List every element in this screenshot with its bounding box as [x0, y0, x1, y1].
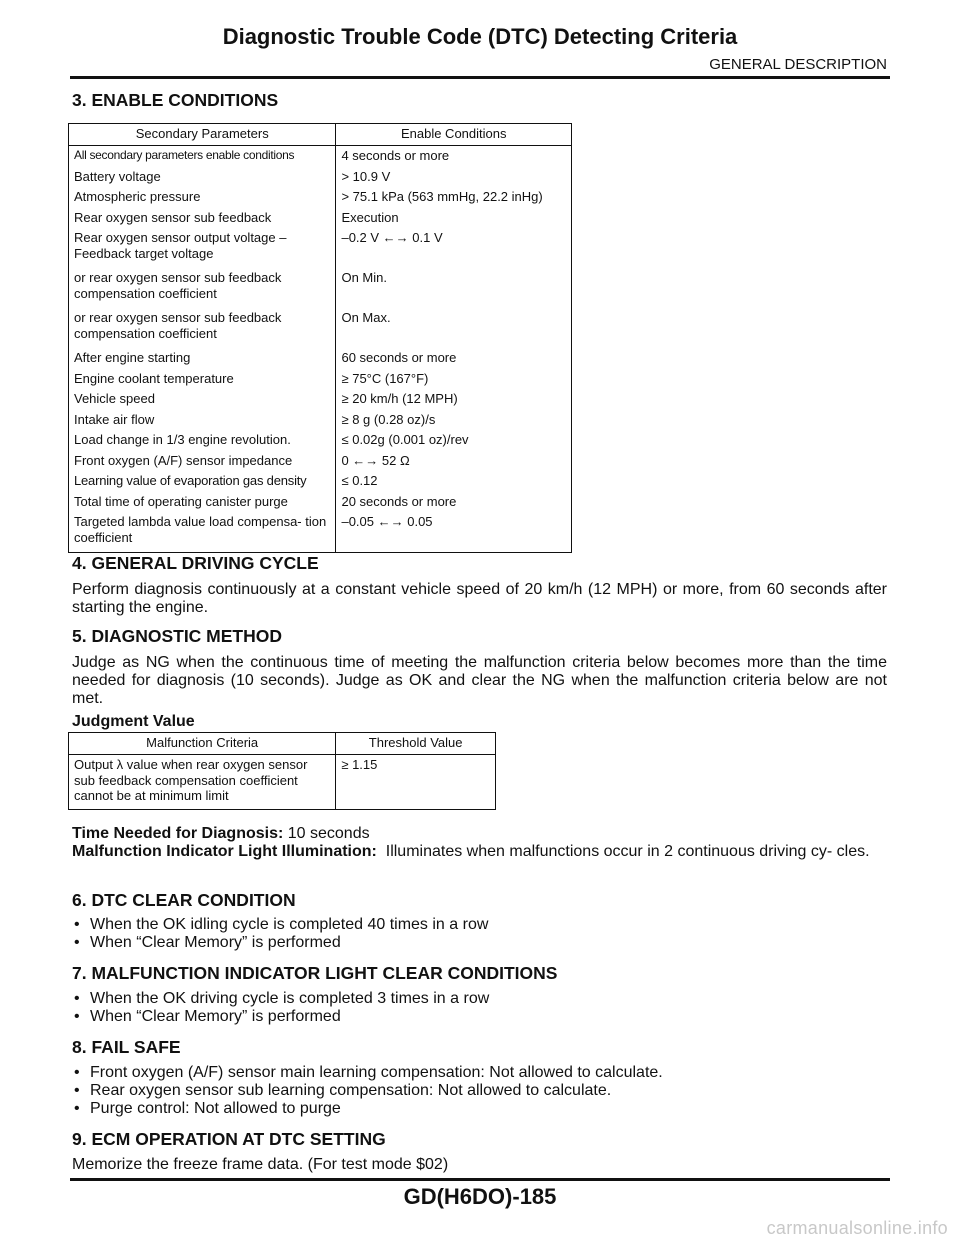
table-header-row [69, 124, 572, 146]
list-item: • When the OK driving cycle is completed 3 times in a row [72, 990, 489, 1008]
table-cell: or rear oxygen sensor sub feedback compensation coefficient [69, 268, 336, 308]
table-cell: ≥ 8 g (0.28 oz)/s [336, 410, 572, 431]
table-row [69, 348, 572, 369]
table-row [69, 410, 572, 431]
list-fail-safe [72, 1064, 663, 1118]
list-item: • When “Clear Memory” is performed [72, 1008, 489, 1026]
table-row [69, 208, 572, 229]
table-row [69, 755, 496, 810]
section-subtitle: GENERAL DESCRIPTION [709, 56, 887, 73]
table-cell: 60 seconds or more [336, 348, 572, 369]
paragraph-ecm-operation: Memorize the freeze frame data. (For test mode $02) [72, 1156, 449, 1173]
column-header: Malfunction Criteria [69, 733, 336, 755]
heading-ecm-operation: 9. ECM OPERATION AT DTC SETTING [72, 1129, 386, 1149]
list-item: • Rear oxygen sensor sub learning compensation: Not allowed to calculate. [72, 1082, 663, 1100]
column-header: Enable Conditions [336, 124, 572, 146]
diagnosis-time [72, 825, 887, 843]
list-mil-clear [72, 990, 489, 1026]
table-cell: On Min. [336, 268, 572, 308]
table-cell: ≥ 75°C (167°F) [336, 369, 572, 390]
table-header-row [69, 733, 496, 755]
table-cell: 20 seconds or more [336, 492, 572, 513]
heading-general-driving-cycle: 4. GENERAL DRIVING CYCLE [72, 553, 319, 573]
table-cell: Output λ value when rear oxygen sensor sub feedback compensation coefficient cannot be at minimum limit [69, 755, 336, 810]
list-item: • When “Clear Memory” is performed [72, 934, 488, 952]
header-divider [70, 76, 890, 79]
table-row [69, 512, 572, 553]
list-item: • Front oxygen (A/F) sensor main learning compensation: Not allowed to calculate. [72, 1064, 663, 1082]
mil-illumination-label: Malfunction Indicator Light Illumination: [72, 843, 377, 860]
table-cell: Load change in 1/3 engine revolution. [69, 430, 336, 451]
mil-illumination [72, 843, 887, 861]
table-cell: > 75.1 kPa (563 mmHg, 22.2 inHg) [336, 187, 572, 208]
heading-fail-safe: 8. FAIL SAFE [72, 1037, 181, 1057]
enable-conditions-table [68, 123, 572, 553]
table-cell: –0.2 V ←→ 0.1 V [336, 228, 572, 268]
table-row [69, 268, 572, 308]
heading-dtc-clear-condition: 6. DTC CLEAR CONDITION [72, 890, 296, 910]
paragraph-driving-cycle: Perform diagnosis continuously at a constant vehicle speed of 20 km/h (12 MPH) or more, from 60 seconds after starting the engine. [72, 581, 887, 616]
table-cell: Atmospheric pressure [69, 187, 336, 208]
diagnosis-time-value: 10 seconds [287, 825, 370, 842]
table-cell: ≥ 1.15 [336, 755, 496, 810]
table-row [69, 389, 572, 410]
table-cell: Total time of operating canister purge [69, 492, 336, 513]
table-cell: ≤ 0.02g (0.001 oz)/rev [336, 430, 572, 451]
column-header: Secondary Parameters [69, 124, 336, 146]
heading-mil-clear-conditions: 7. MALFUNCTION INDICATOR LIGHT CLEAR CONDITIONS [72, 963, 558, 983]
table-cell: ≥ 20 km/h (12 MPH) [336, 389, 572, 410]
paragraph-diagnostic-method: Judge as NG when the continuous time of meeting the malfunction criteria below becomes more than the time needed for diagnosis (10 seconds). Judge as OK and clear the NG when the malfunction criteria below are not met. [72, 654, 887, 707]
list-item: • When the OK idling cycle is completed 40 times in a row [72, 916, 488, 934]
table-row [69, 167, 572, 188]
table-cell: Execution [336, 208, 572, 229]
table-cell: All secondary parameters enable conditions [69, 146, 336, 167]
heading-enable-conditions: 3. ENABLE CONDITIONS [72, 90, 279, 110]
table-cell: 0 ←→ 52 Ω [336, 451, 572, 472]
table-cell: After engine starting [69, 348, 336, 369]
table-cell: or rear oxygen sensor sub feedback compensation coefficient [69, 308, 336, 348]
table-cell: Engine coolant temperature [69, 369, 336, 390]
table-cell: Battery voltage [69, 167, 336, 188]
table-cell: ≤ 0.12 [336, 471, 572, 492]
table-row [69, 471, 572, 492]
table-cell: Front oxygen (A/F) sensor impedance [69, 451, 336, 472]
judgment-value-table [68, 732, 496, 810]
column-header: Threshold Value [336, 733, 496, 755]
table-cell: 4 seconds or more [336, 146, 572, 167]
diagnosis-time-label: Time Needed for Diagnosis: [72, 825, 284, 842]
mil-illumination-value: Illuminates when malfunctions occur in 2 continuous driving cy- cles. [385, 843, 870, 860]
table-cell: –0.05 ←→ 0.05 [336, 512, 572, 553]
table-row [69, 187, 572, 208]
table-row [69, 228, 572, 268]
table-cell: Intake air flow [69, 410, 336, 431]
table-cell: Rear oxygen sensor output voltage – Feedback target voltage [69, 228, 336, 268]
watermark: carmanualsonline.info [766, 1218, 948, 1238]
page-title: Diagnostic Trouble Code (DTC) Detecting Criteria [222, 24, 738, 49]
table-row [69, 430, 572, 451]
list-dtc-clear [72, 916, 488, 952]
table-cell: > 10.9 V [336, 167, 572, 188]
table-cell: Rear oxygen sensor sub feedback [69, 208, 336, 229]
table-row [69, 451, 572, 472]
table-cell: On Max. [336, 308, 572, 348]
table-row [69, 308, 572, 348]
list-item: • Purge control: Not allowed to purge [72, 1100, 663, 1118]
heading-diagnostic-method: 5. DIAGNOSTIC METHOD [72, 626, 283, 646]
table-row [69, 492, 572, 513]
footer-divider [70, 1178, 890, 1181]
table-row [69, 146, 572, 167]
table-cell: Targeted lambda value load compensa- tion coefficient [69, 512, 336, 553]
page-number: GD(H6DO)-185 [403, 1184, 557, 1209]
table-cell: Learning value of evaporation gas density [69, 471, 336, 492]
table-row [69, 369, 572, 390]
judgment-value-label: Judgment Value [72, 713, 195, 730]
table-cell: Vehicle speed [69, 389, 336, 410]
